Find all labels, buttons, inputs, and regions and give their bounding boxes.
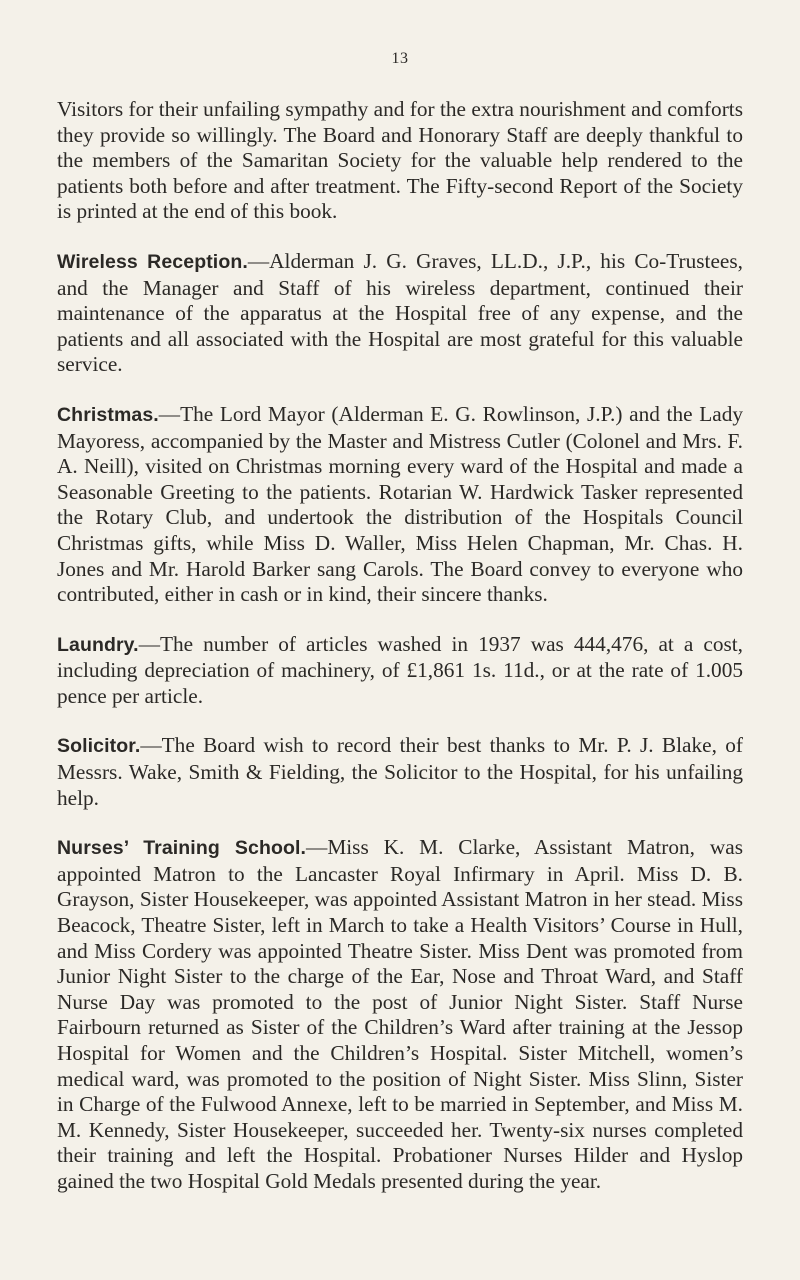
paragraph-text: —The number of articles washed in 1937 was 444,476, at a cost, including depreciation of machinery, of £1,861 1s. 11d., or at the rate of 1.005 pence per article. <box>57 631 743 708</box>
paragraph-visitors <box>57 97 743 225</box>
paragraph-christmas <box>57 402 743 608</box>
paragraph-text: Visitors for their unfailing sympathy and for the extra nourishment and comforts they provide so willingly. The Board and Honorary Staff are deeply thankful to the members of the Samaritan Society for the valuable help rendered to the patients both before and after treatment. The Fifty-second Report of the Society is printed at the end of this book. <box>57 97 743 224</box>
paragraph-nurses-training-school <box>57 835 743 1194</box>
paragraph-text: —The Lord Mayor (Alderman E. G. Rowlinson, J.P.) and the Lady Mayoress, accompanied by the Master and Mistress Cutler (Colonel and Mrs. F. A. Neill), visited on Christmas morning every ward of the Hospital and made a Seasonable Greeting to the patients. Rotarian W. Hardwick Tasker represented the Rotary Club, and undertook the distribution of the Hospitals Council Christmas gifts, while Miss D. Waller, Miss Helen Chapman, Mr. Chas. H. Jones and Mr. Harold Barker sang Carols. The Board convey to everyone who contributed, either in cash or in kind, their sincere thanks. <box>57 401 743 607</box>
section-heading-solicitor: Solicitor. <box>57 735 141 758</box>
section-heading-laundry: Laundry. <box>57 633 139 656</box>
paragraph-text: —Alderman J. G. Graves, LL.D., J.P., his Co-Trustees, and the Manager and Staff of his wireless department, continued their maintenance of the apparatus at the Hospital free of any expense, and the patients and all associated with the Hospital are most grateful for this valuable service. <box>57 248 743 377</box>
paragraph-solicitor <box>57 733 743 811</box>
body-text <box>57 97 743 1219</box>
section-heading-nurses-training-school: Nurses’ Training School. <box>57 837 307 860</box>
paragraph-laundry <box>57 632 743 710</box>
paragraph-wireless-reception <box>57 249 743 378</box>
section-heading-christmas: Christmas. <box>57 403 159 426</box>
section-heading-wireless-reception: Wireless Reception. <box>57 250 248 273</box>
paragraph-text: —Miss K. M. Clarke, Assistant Matron, was appointed Matron to the Lancaster Royal Infirmary in April. Miss D. B. Grayson, Sister Housekeeper, was appointed Assistant Matron in her stead. Miss Beacock, Theatre Sister, left in March to take a Health Visitors’ Course in Hull, and Miss Cordery was appointed Theatre Sister. Miss Dent was promoted from Junior Night Sister to the charge of the Ear, Nose and Throat Ward, and Staff Nurse Day was promoted to the post of Junior Night Sister. Staff Nurse Fairbourn returned as Sister of the Children’s Ward after training at the Jessop Hospital for Women and the Children’s Hospital. Sister Mitchell, women’s medical ward, was promoted to the position of Night Sister. Miss Slinn, Sister in Charge of the Fulwood Annexe, left to be married in September, and Miss M. M. Kennedy, Sister Housekeeper, succeeded her. Twenty-six nurses completed their training and left the Hospital. Probationer Nurses Hilder and Hyslop gained the two Hospital Gold Medals presented during the year. <box>57 835 743 1193</box>
page-number: 13 <box>391 50 409 67</box>
paragraph-text: —The Board wish to record their best thanks to Mr. P. J. Blake, of Messrs. Wake, Smith & Fielding, the Solicitor to the Hospital, for his unfailing help. <box>57 733 743 810</box>
